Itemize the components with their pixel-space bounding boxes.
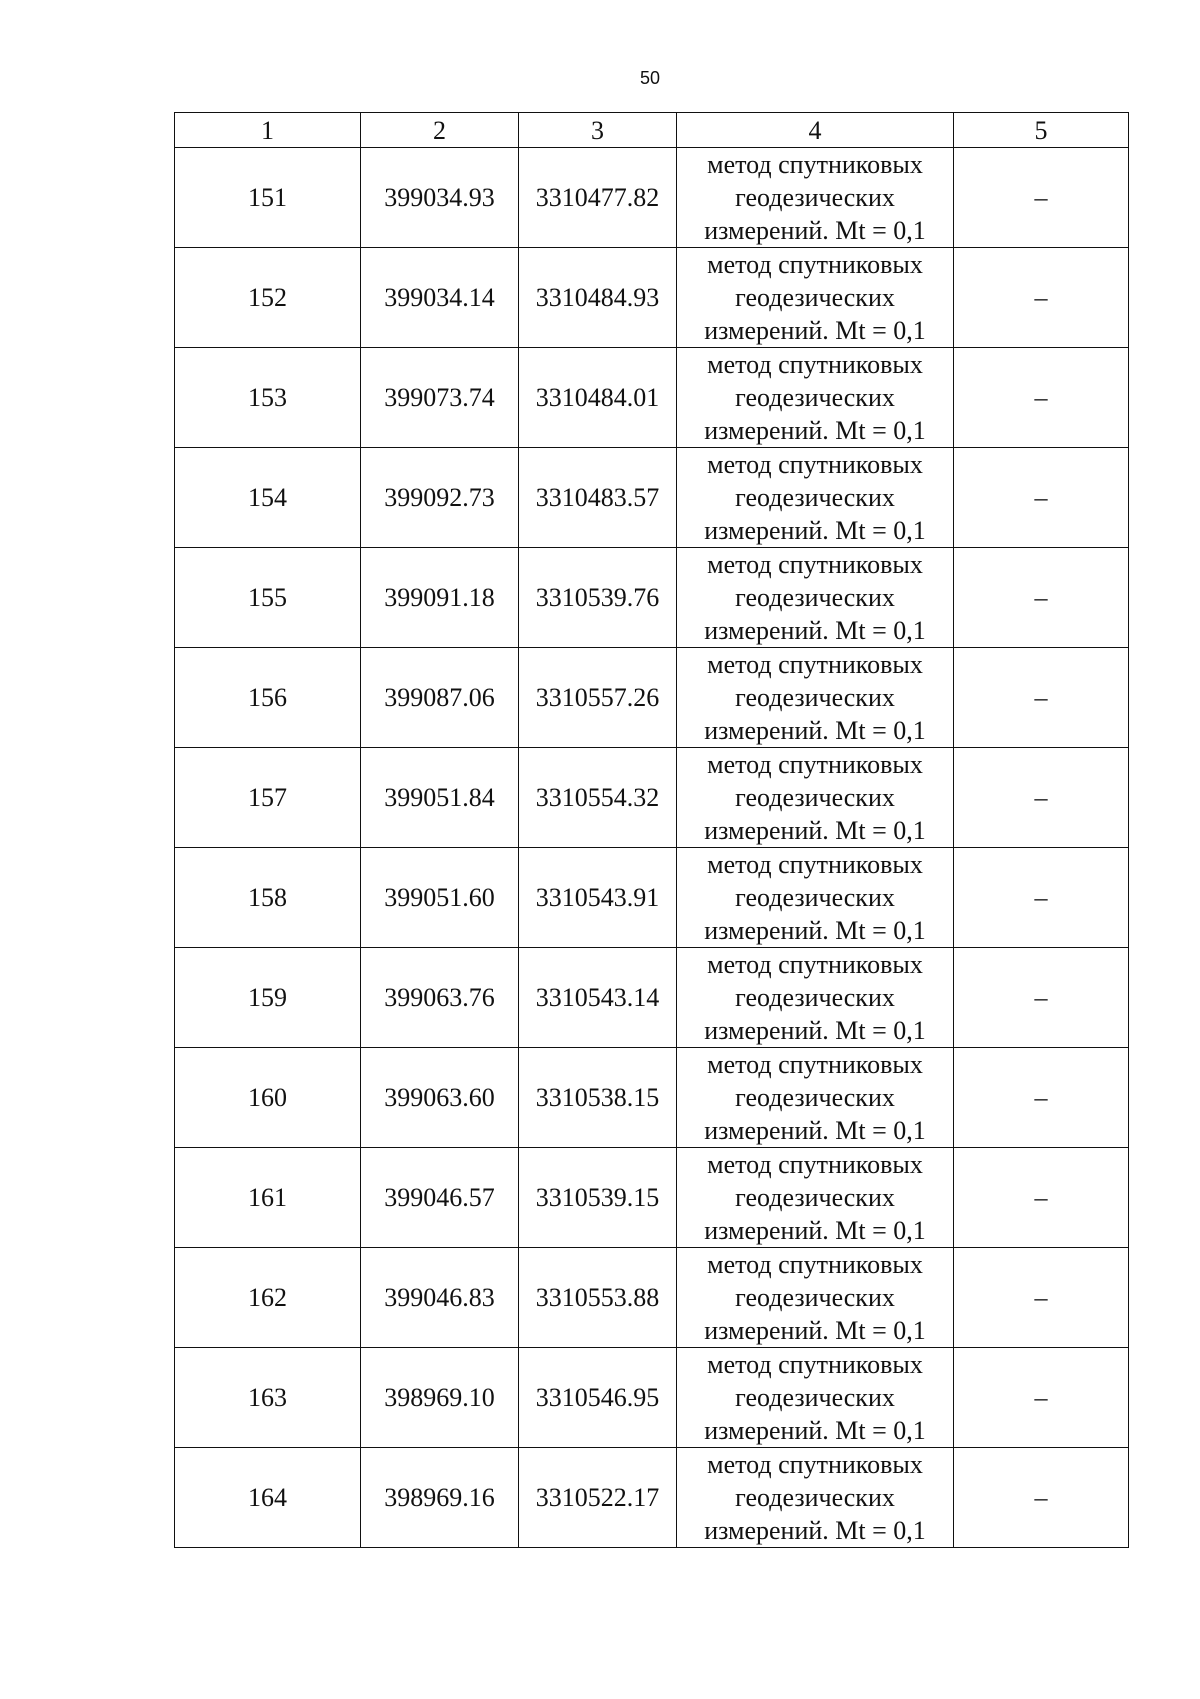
y-coordinate-cell: 3310522.17	[519, 1448, 677, 1548]
note-cell: –	[954, 748, 1129, 848]
method-cell	[677, 1248, 954, 1348]
note-cell: –	[954, 848, 1129, 948]
x-coordinate-cell: 399091.18	[361, 548, 519, 648]
y-coordinate-cell: 3310554.32	[519, 748, 677, 848]
x-coordinate-cell: 399092.73	[361, 448, 519, 548]
method-line: измерений. Mt = 0,1	[704, 716, 926, 745]
table-row	[175, 1448, 1129, 1548]
point-number-cell: 151	[175, 148, 361, 248]
method-line: метод спутниковых	[707, 550, 923, 579]
method-line: геодезических	[735, 483, 895, 512]
column-header-4: 4	[677, 113, 954, 148]
method-line: измерений. Mt = 0,1	[704, 1016, 926, 1045]
y-coordinate-cell: 3310483.57	[519, 448, 677, 548]
x-coordinate-cell: 399034.93	[361, 148, 519, 248]
method-line: метод спутниковых	[707, 1350, 923, 1379]
y-coordinate-cell: 3310557.26	[519, 648, 677, 748]
point-number-cell: 156	[175, 648, 361, 748]
x-coordinate-cell: 399034.14	[361, 248, 519, 348]
y-coordinate-cell: 3310543.91	[519, 848, 677, 948]
column-header-3: 3	[519, 113, 677, 148]
method-line: геодезических	[735, 583, 895, 612]
note-cell: –	[954, 1048, 1129, 1148]
x-coordinate-cell: 399073.74	[361, 348, 519, 448]
method-line: геодезических	[735, 183, 895, 212]
method-line: метод спутниковых	[707, 1050, 923, 1079]
y-coordinate-cell: 3310484.93	[519, 248, 677, 348]
x-coordinate-cell: 399063.60	[361, 1048, 519, 1148]
method-line: измерений. Mt = 0,1	[704, 616, 926, 645]
method-line: измерений. Mt = 0,1	[704, 416, 926, 445]
note-cell: –	[954, 148, 1129, 248]
method-cell	[677, 1448, 954, 1548]
method-line: измерений. Mt = 0,1	[704, 316, 926, 345]
method-line: геодезических	[735, 683, 895, 712]
note-cell: –	[954, 1448, 1129, 1548]
method-cell	[677, 1348, 954, 1448]
method-cell	[677, 1148, 954, 1248]
method-line: метод спутниковых	[707, 150, 923, 179]
method-line: метод спутниковых	[707, 750, 923, 779]
method-line: геодезических	[735, 1383, 895, 1412]
x-coordinate-cell: 399087.06	[361, 648, 519, 748]
x-coordinate-cell: 398969.10	[361, 1348, 519, 1448]
note-cell: –	[954, 1248, 1129, 1348]
method-line: геодезических	[735, 983, 895, 1012]
method-cell	[677, 248, 954, 348]
note-cell: –	[954, 348, 1129, 448]
table-row	[175, 148, 1129, 248]
method-line: измерений. Mt = 0,1	[704, 1416, 926, 1445]
method-cell	[677, 948, 954, 1048]
note-cell: –	[954, 248, 1129, 348]
method-cell	[677, 448, 954, 548]
method-line: метод спутниковых	[707, 950, 923, 979]
point-number-cell: 161	[175, 1148, 361, 1248]
method-cell	[677, 348, 954, 448]
method-line: измерений. Mt = 0,1	[704, 1216, 926, 1245]
method-line: геодезических	[735, 783, 895, 812]
method-line: измерений. Mt = 0,1	[704, 916, 926, 945]
x-coordinate-cell: 399063.76	[361, 948, 519, 1048]
method-cell	[677, 848, 954, 948]
table-row	[175, 1248, 1129, 1348]
method-line: геодезических	[735, 1483, 895, 1512]
table-row	[175, 648, 1129, 748]
point-number-cell: 152	[175, 248, 361, 348]
y-coordinate-cell: 3310539.76	[519, 548, 677, 648]
column-header-1: 1	[175, 113, 361, 148]
note-cell: –	[954, 648, 1129, 748]
column-header-2: 2	[361, 113, 519, 148]
method-line: метод спутниковых	[707, 650, 923, 679]
x-coordinate-cell: 399046.57	[361, 1148, 519, 1248]
method-line: измерений. Mt = 0,1	[704, 816, 926, 845]
column-header-5: 5	[954, 113, 1129, 148]
header-row	[175, 113, 1129, 148]
method-line: метод спутниковых	[707, 1250, 923, 1279]
method-line: геодезических	[735, 283, 895, 312]
point-number-cell: 160	[175, 1048, 361, 1148]
method-line: измерений. Mt = 0,1	[704, 516, 926, 545]
method-line: геодезических	[735, 883, 895, 912]
method-line: метод спутниковых	[707, 1450, 923, 1479]
method-line: измерений. Mt = 0,1	[704, 1316, 926, 1345]
note-cell: –	[954, 1348, 1129, 1448]
method-cell	[677, 748, 954, 848]
point-number-cell: 163	[175, 1348, 361, 1448]
table-row	[175, 748, 1129, 848]
page-number: 50	[639, 68, 661, 88]
table-row	[175, 448, 1129, 548]
note-cell: –	[954, 548, 1129, 648]
y-coordinate-cell: 3310543.14	[519, 948, 677, 1048]
table-row	[175, 348, 1129, 448]
table-row	[175, 248, 1129, 348]
point-number-cell: 155	[175, 548, 361, 648]
x-coordinate-cell: 399051.60	[361, 848, 519, 948]
point-number-cell: 153	[175, 348, 361, 448]
table-row	[175, 848, 1129, 948]
point-number-cell: 162	[175, 1248, 361, 1348]
point-number-cell: 159	[175, 948, 361, 1048]
method-line: геодезических	[735, 1283, 895, 1312]
coordinates-table	[174, 112, 1129, 1548]
table-body	[175, 148, 1129, 1548]
y-coordinate-cell: 3310484.01	[519, 348, 677, 448]
method-cell	[677, 648, 954, 748]
method-line: метод спутниковых	[707, 850, 923, 879]
method-line: метод спутниковых	[707, 1150, 923, 1179]
x-coordinate-cell: 398969.16	[361, 1448, 519, 1548]
method-line: измерений. Mt = 0,1	[704, 216, 926, 245]
note-cell: –	[954, 1148, 1129, 1248]
table-row	[175, 1048, 1129, 1148]
point-number-cell: 164	[175, 1448, 361, 1548]
y-coordinate-cell: 3310477.82	[519, 148, 677, 248]
method-line: геодезических	[735, 383, 895, 412]
method-line: геодезических	[735, 1083, 895, 1112]
method-line: измерений. Mt = 0,1	[704, 1516, 926, 1545]
table-row	[175, 948, 1129, 1048]
note-cell: –	[954, 448, 1129, 548]
y-coordinate-cell: 3310539.15	[519, 1148, 677, 1248]
x-coordinate-cell: 399051.84	[361, 748, 519, 848]
method-line: метод спутниковых	[707, 350, 923, 379]
method-line: геодезических	[735, 1183, 895, 1212]
table-row	[175, 1148, 1129, 1248]
point-number-cell: 157	[175, 748, 361, 848]
table-row	[175, 548, 1129, 648]
method-cell	[677, 148, 954, 248]
note-cell: –	[954, 948, 1129, 1048]
y-coordinate-cell: 3310546.95	[519, 1348, 677, 1448]
method-line: метод спутниковых	[707, 450, 923, 479]
x-coordinate-cell: 399046.83	[361, 1248, 519, 1348]
point-number-cell: 154	[175, 448, 361, 548]
method-line: метод спутниковых	[707, 250, 923, 279]
table-header	[175, 113, 1129, 148]
method-line: измерений. Mt = 0,1	[704, 1116, 926, 1145]
y-coordinate-cell: 3310538.15	[519, 1048, 677, 1148]
y-coordinate-cell: 3310553.88	[519, 1248, 677, 1348]
method-cell	[677, 1048, 954, 1148]
table-row	[175, 1348, 1129, 1448]
method-cell	[677, 548, 954, 648]
point-number-cell: 158	[175, 848, 361, 948]
